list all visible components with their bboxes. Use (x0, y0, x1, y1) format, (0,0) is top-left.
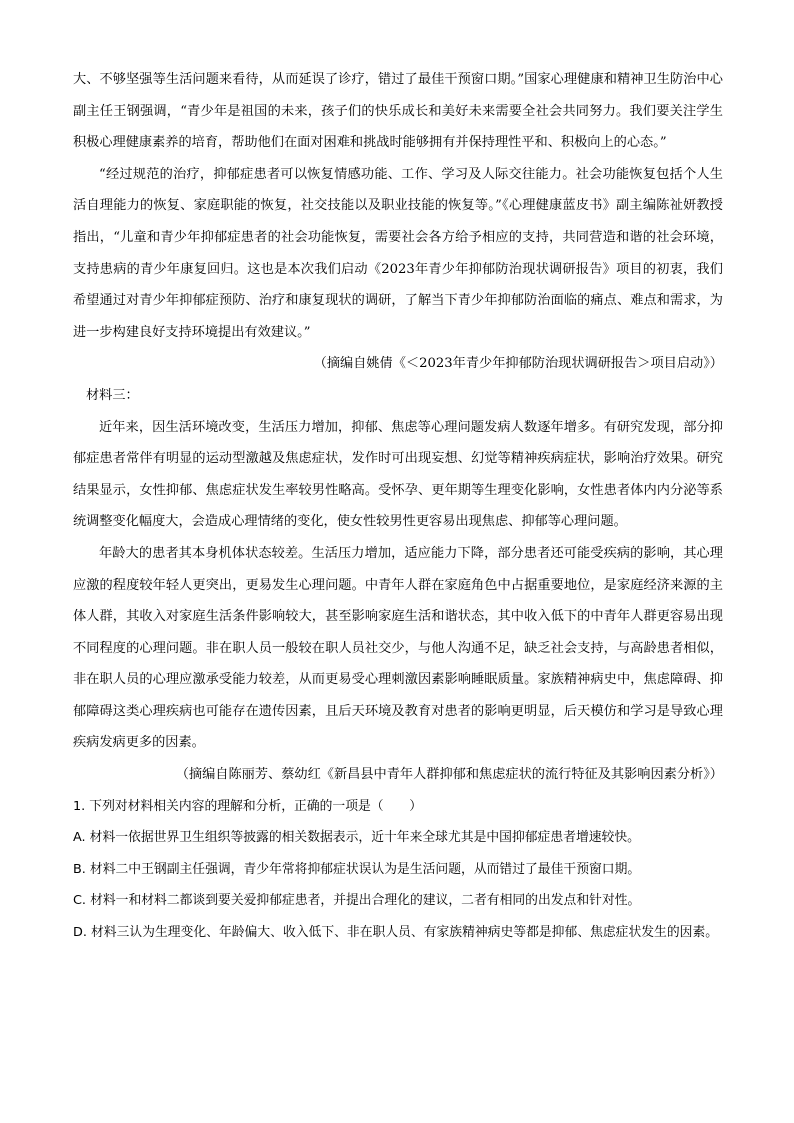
question-stem: 1. 下列对材料相关内容的理解和分析，正确的一项是（ ） (73, 798, 422, 814)
option-d: D. 材料三认为生理变化、年龄偏大、收入低下、非在职人员、有家族精神病史等都是抑郁、焦虑症状发生的因素。 (73, 925, 719, 941)
material2-paragraph-2: “经过规范的治疗，抑郁症患者可以恢复情感功能、工作、学习及人际交往能力。社会功能恢复包括个人生活自理能力的恢复、家庭职能的恢复，社交技能以及职业技能的恢复等。”《心理健康蓝皮书》副主编陈祉妍教授指出，“儿童和青少年抑郁症患者的社会功能恢复，需要社会各方给予相应的支持，共同营造和谐的社会环境，支持患病的青少年康复回归。这也是本次我们启动《2023年青少年抑郁防治现状调研报告》项目的初衷，我们希望通过对青少年抑郁症预防、治疗和康复现状的调研，了解当下青少年抑郁防治面临的痛点、难点和需求，为进一步构建良好支持环境提出有效建议。” (73, 166, 723, 340)
material3-source: （摘编自陈丽芳、蔡幼红《新昌县中青年人群抑郁和焦虑症状的流行特征及其影响因素分析》） (175, 767, 723, 783)
material3-label: 材料三： (86, 387, 139, 403)
option-b: B. 材料二中王钢副主任强调，青少年常将抑郁症状误认为是生活问题，从而错过了最佳干预窗口期。 (73, 861, 641, 877)
option-a: A. 材料一依据世界卫生组织等披露的相关数据表示，近十年来全球尤其是中国抑郁症患者增速较快。 (73, 830, 640, 846)
option-c: C. 材料一和材料二都谈到要关爱抑郁症患者，并提出合理化的建议，二者有相同的出发点和针对性。 (73, 893, 641, 909)
material2-paragraph-1: 大、不够坚强等生活问题来看待，从而延误了诊疗，错过了最佳干预窗口期。”国家心理健康和精神卫生防治中心副主任王钢强调，“青少年是祖国的未来，孩子们的快乐成长和美好未来需要全社会共同努力。我们要关注学生积极心理健康素养的培育，帮助他们在面对困难和挑战时能够拥有并保持理性平和、积极向上的心态。” (73, 72, 723, 151)
material3-paragraph-1: 近年来，因生活环境改变，生活压力增加，抑郁、焦虑等心理问题发病人数逐年增多。有研究发现，部分抑郁症患者常伴有明显的运动型激越及焦虑症状，发作时可出现妄想、幻觉等精神疾病症状，影响治疗效果。研究结果显示，女性抑郁、焦虑症状发生率较男性略高。受怀孕、更年期等生理变化影响，女性患者体内内分泌等系统调整变化幅度大，会造成心理情绪的变化，使女性较男性更容易出现焦虑、抑郁等心理问题。 (73, 419, 723, 530)
document-page (73, 64, 723, 949)
material2-source: （摘编自姚倩《＜2023年青少年抑郁防治现状调研报告＞项目启动》） (313, 356, 723, 372)
material3-paragraph-2: 年龄大的患者其本身机体状态较差。生活压力增加，适应能力下降，部分患者还可能受疾病的影响，其心理应激的程度较年轻人更突出，更易发生心理问题。中青年人群在家庭角色中占据重要地位，是家庭经济来源的主体人群，其收入对家庭生活条件影响较大，甚至影响家庭生活和谐状态，其中收入低下的中青年人群更容易出现不同程度的心理问题。非在职人员一般较在职人员社交少，与他人沟通不足，缺乏社会支持，与高龄患者相似，非在职人员的心理应激承受能力较差，从而更易受心理刺激因素影响睡眠质量。家族精神病史中，焦虑障碍、抑郁障碍这类心理疾病也可能存在遗传因素，且后天环境及教育对患者的影响更明显，后天模仿和学习是导致心理疾病发病更多的因素。 (73, 545, 723, 751)
